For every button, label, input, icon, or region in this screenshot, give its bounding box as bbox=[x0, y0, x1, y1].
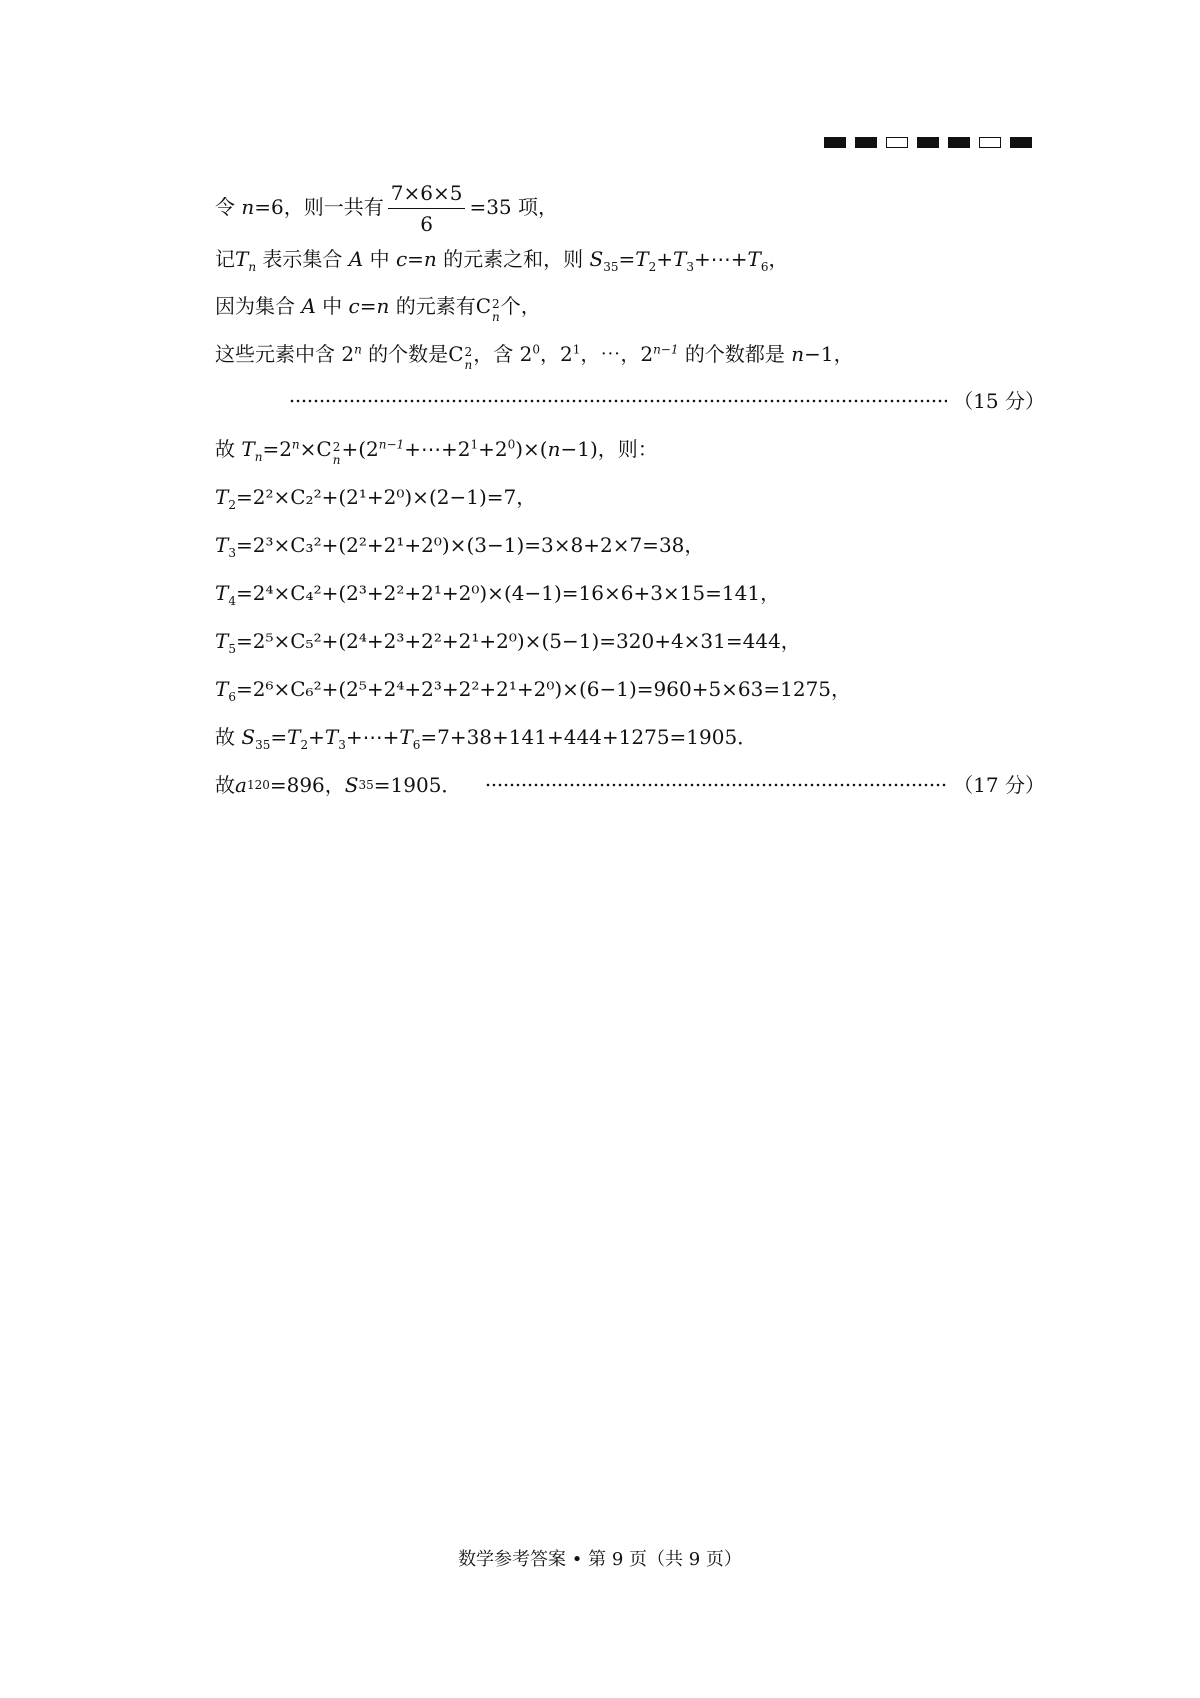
solution-line-8 bbox=[215, 531, 704, 559]
solution-line-4 bbox=[215, 340, 854, 372]
page-footer: 数学参考答案 • 第 9 页（共 9 页） bbox=[458, 1549, 742, 1570]
equation-text: =2²×C₂²+(2¹+2⁰)×(2−1)=7， bbox=[235, 485, 537, 509]
subscript: 2 bbox=[228, 498, 236, 512]
marker-filled bbox=[948, 137, 970, 148]
fraction-denominator: 6 bbox=[420, 212, 433, 236]
solution-line-3 bbox=[215, 292, 541, 324]
text: +(2 bbox=[341, 437, 379, 461]
text: +⋯+2 bbox=[404, 437, 471, 461]
var-T: T bbox=[399, 725, 413, 749]
text: +⋯+ bbox=[694, 247, 748, 271]
subscript: 6 bbox=[412, 738, 421, 752]
subscript: 2 bbox=[300, 738, 309, 752]
marker-filled bbox=[1010, 137, 1032, 148]
var-T: T bbox=[241, 437, 255, 461]
combination-indices bbox=[492, 298, 500, 324]
var-T: T bbox=[215, 677, 229, 701]
dot-leader bbox=[485, 783, 947, 787]
text: 故 bbox=[215, 773, 235, 797]
equation-text: =2⁶×C₆²+(2⁵+2⁴+2³+2²+2¹+2⁰)×(6−1)=960+5×63=1275， bbox=[235, 677, 852, 701]
text: =7+38+141+444+1275=1905． bbox=[420, 725, 758, 749]
text: 的元素之和，则 bbox=[436, 247, 590, 271]
text: 的元素有 bbox=[389, 294, 476, 318]
var-A: A bbox=[301, 294, 316, 318]
marker-filled bbox=[824, 137, 846, 148]
text: 中 bbox=[363, 247, 396, 271]
combination-C: C bbox=[448, 342, 464, 366]
text: × bbox=[299, 437, 317, 461]
text: 令 bbox=[215, 195, 242, 219]
subscript: n bbox=[492, 310, 500, 324]
marker-hollow bbox=[979, 137, 1001, 148]
text: 因为集合 bbox=[215, 294, 302, 318]
text: 故 bbox=[215, 437, 242, 461]
var-S: S bbox=[241, 725, 256, 749]
solution-line-9 bbox=[215, 579, 780, 607]
combination-C: C bbox=[475, 294, 492, 318]
var-T: T bbox=[215, 629, 229, 653]
text: = bbox=[618, 247, 636, 271]
text: =35 项， bbox=[469, 195, 559, 219]
text: 的个数都是 bbox=[678, 342, 792, 366]
subscript: 3 bbox=[338, 738, 346, 752]
text: 表示集合 bbox=[256, 247, 349, 271]
subscript: 5 bbox=[228, 642, 236, 656]
var-n: n bbox=[547, 437, 561, 461]
text: 中 bbox=[315, 294, 349, 318]
var-T: T bbox=[673, 247, 687, 271]
var-T: T bbox=[635, 247, 649, 271]
text: =1905． bbox=[373, 773, 462, 797]
superscript: 1 bbox=[572, 342, 581, 357]
text: ， bbox=[768, 247, 789, 271]
dot-leader bbox=[289, 399, 947, 403]
marker-hollow bbox=[886, 137, 908, 148]
solution-line-13: 故 a 120 =896， S 35 =1905． （17 分） bbox=[215, 773, 1045, 797]
subscript: n bbox=[464, 358, 473, 372]
var-T: T bbox=[215, 533, 229, 557]
combination-indices bbox=[333, 441, 341, 467]
subscript: 2 bbox=[648, 260, 657, 274]
solution-line-12 bbox=[215, 723, 757, 751]
score-label: （15 分） bbox=[953, 389, 1045, 413]
text: −1， bbox=[804, 342, 854, 366]
text: 的个数是 bbox=[361, 342, 449, 366]
solution-line-6 bbox=[215, 435, 658, 467]
equation-text: =2⁵×C₅²+(2⁴+2³+2²+2¹+2⁰)×(5−1)=320+4×31=444， bbox=[235, 629, 801, 653]
var-T: T bbox=[215, 581, 229, 605]
subscript: 3 bbox=[686, 260, 695, 274]
equation-text: =2³×C₃²+(2²+2¹+2⁰)×(3−1)=3×8+2×7=38， bbox=[235, 533, 705, 557]
score-line-15 bbox=[285, 387, 1045, 415]
var-T: T bbox=[324, 725, 339, 749]
solution-line-7 bbox=[215, 483, 536, 511]
var-c-eq-n: c=n bbox=[395, 247, 437, 271]
combination-C: C bbox=[316, 437, 332, 461]
superscript: n−1 bbox=[653, 342, 679, 357]
text: ，2 bbox=[539, 342, 573, 366]
subscript: 3 bbox=[228, 546, 236, 560]
marker-filled bbox=[855, 137, 877, 148]
var-T: T bbox=[287, 725, 301, 749]
text: 故 bbox=[215, 725, 242, 749]
fraction bbox=[388, 180, 466, 237]
var-n: n bbox=[791, 342, 805, 366]
solution-line-2 bbox=[215, 245, 789, 273]
superscript: 2 bbox=[492, 297, 500, 311]
text: +⋯+ bbox=[345, 725, 400, 749]
var-n: n bbox=[241, 195, 255, 219]
text: + bbox=[308, 725, 325, 749]
text: =896， bbox=[269, 773, 345, 797]
subscript: 35 bbox=[255, 738, 271, 752]
var-S: S bbox=[344, 773, 359, 797]
subscript: 6 bbox=[228, 690, 236, 704]
superscript: 0 bbox=[507, 437, 516, 452]
var-a: a bbox=[235, 773, 247, 797]
text: +2 bbox=[478, 437, 508, 461]
text: 记 bbox=[215, 247, 235, 271]
subscript: 6 bbox=[760, 260, 769, 274]
fraction-numerator: 7×6×5 bbox=[388, 180, 466, 209]
superscript: 2 bbox=[332, 440, 341, 454]
var-S: S bbox=[589, 247, 604, 271]
text: )×( bbox=[515, 437, 548, 461]
subscript: n bbox=[254, 450, 263, 464]
var-c-eq-n: c=n bbox=[348, 294, 390, 318]
text: ，则一共有 bbox=[283, 195, 384, 219]
text: 个， bbox=[500, 294, 541, 318]
var-A: A bbox=[348, 247, 364, 271]
text: + bbox=[656, 247, 674, 271]
superscript: n bbox=[354, 342, 362, 357]
var-T: T bbox=[747, 247, 761, 271]
subscript: n bbox=[248, 260, 257, 274]
solution-line-10 bbox=[215, 627, 801, 655]
text: ，含 2 bbox=[473, 342, 533, 366]
superscript: n bbox=[291, 437, 300, 452]
text: 这些元素中含 2 bbox=[215, 342, 355, 366]
var-T: T bbox=[215, 485, 229, 509]
superscript: 2 bbox=[464, 345, 473, 359]
text: = bbox=[270, 725, 288, 749]
subscript: 4 bbox=[228, 594, 236, 608]
equation-text: =2⁴×C₄²+(2³+2²+2¹+2⁰)×(4−1)=16×6+3×15=141， bbox=[235, 581, 781, 605]
solution-line-1 bbox=[215, 180, 558, 237]
superscript: n−1 bbox=[378, 437, 405, 452]
text: ，⋯，2 bbox=[580, 342, 654, 366]
solution-line-11 bbox=[215, 675, 851, 703]
subscript: 35 bbox=[603, 260, 619, 274]
text: =2 bbox=[262, 437, 292, 461]
text: −1)，则： bbox=[560, 437, 658, 461]
marker-filled bbox=[917, 137, 939, 148]
header-marker-strip bbox=[824, 137, 1032, 148]
var-T: T bbox=[235, 247, 249, 271]
superscript: 1 bbox=[470, 437, 479, 452]
score-label: （17 分） bbox=[953, 773, 1045, 797]
combination-indices bbox=[465, 346, 473, 372]
text: =6 bbox=[254, 195, 284, 219]
superscript: 0 bbox=[532, 342, 540, 357]
subscript: n bbox=[332, 453, 341, 467]
